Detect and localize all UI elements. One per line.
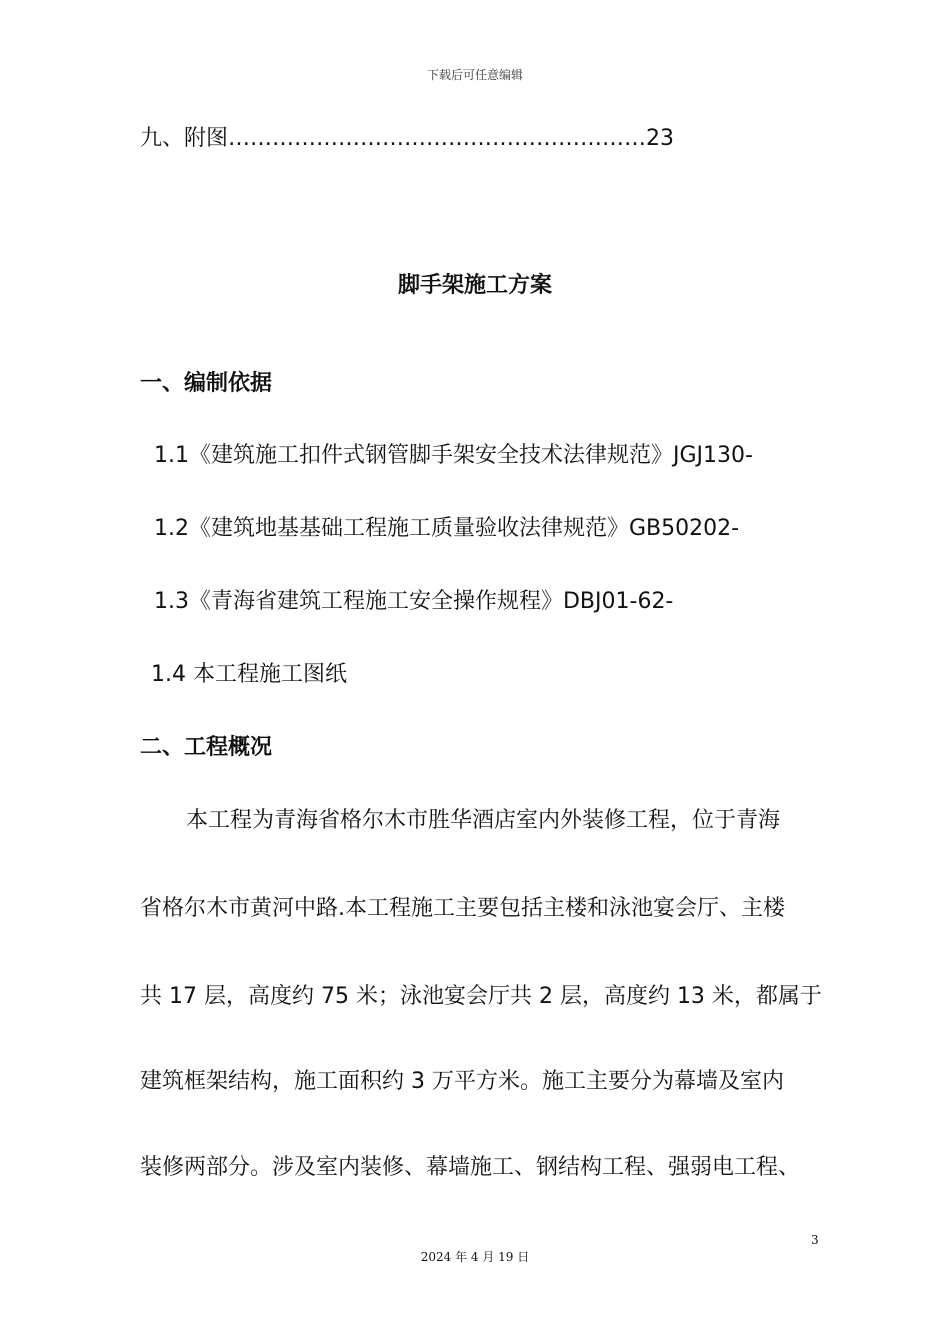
header-note: 下载后可任意编辑 bbox=[426, 68, 523, 82]
basis-item-3: 1.3《青海省建筑工程施工安全操作规程》DBJ01-62- bbox=[154, 589, 674, 614]
basis-item-1: 1.1《建筑施工扣件式钢管脚手架安全技术法律规范》JGJ130- bbox=[154, 443, 753, 468]
page-number: 3 bbox=[811, 1233, 819, 1247]
overview-line-3: 共 17 层，高度约 75 米；泳池宴会厅共 2 层，高度约 13 米，都属于 bbox=[140, 984, 822, 1009]
overview-line-4: 建筑框架结构，施工面积约 3 万平方米。施工主要分为幕墙及室内 bbox=[140, 1069, 784, 1094]
toc-label: 九、附图 bbox=[140, 126, 229, 151]
footer-date: 2024 年 4 月 19 日 bbox=[420, 1250, 530, 1264]
section-heading-overview: 二、工程概况 bbox=[140, 735, 273, 760]
document-title: 脚手架施工方案 bbox=[397, 273, 552, 298]
toc-page-number: 23 bbox=[646, 126, 675, 151]
overview-line-1: 本工程为青海省格尔木市胜华酒店室内外装修工程，位于青海 bbox=[186, 808, 781, 833]
overview-line-5: 装修两部分。涉及室内装修、幕墙施工、钢结构工程、强弱电工程、 bbox=[140, 1155, 801, 1180]
basis-item-4: 1.4 本工程施工图纸 bbox=[151, 662, 347, 687]
toc-leader-dots: ………………………………………………… bbox=[228, 126, 647, 151]
basis-item-2: 1.2《建筑地基基础工程施工质量验收法律规范》GB50202- bbox=[154, 516, 740, 541]
section-heading-basis: 一、编制依据 bbox=[140, 371, 273, 396]
toc-entry bbox=[140, 124, 674, 154]
overview-line-2: 省格尔木市黄河中路.本工程施工主要包括主楼和泳池宴会厅、主楼 bbox=[140, 896, 785, 921]
